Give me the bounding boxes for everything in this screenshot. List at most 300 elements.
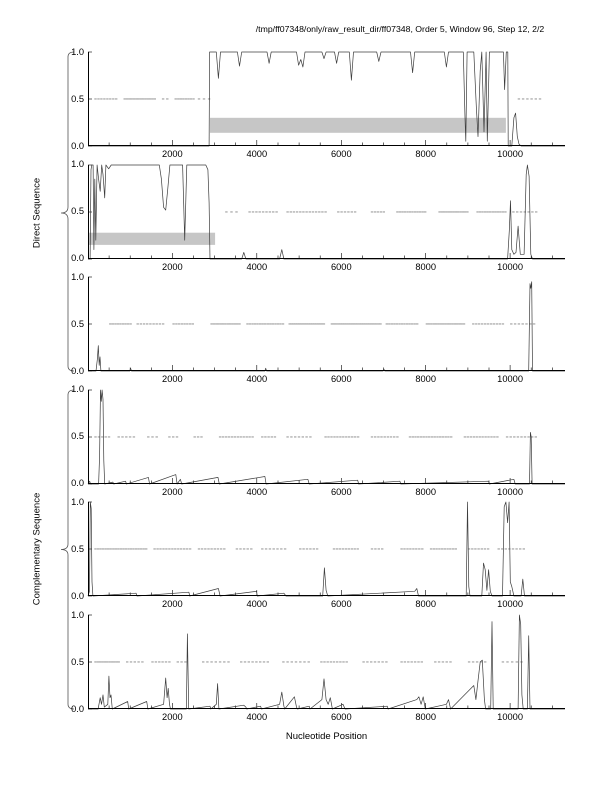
mid-dash xyxy=(171,549,173,550)
mid-dash xyxy=(414,324,416,325)
mid-dash xyxy=(250,549,252,550)
mid-dash xyxy=(158,661,160,662)
mid-dash xyxy=(396,211,398,212)
mid-dash xyxy=(425,436,427,437)
mid-dash xyxy=(484,661,486,662)
mid-dash xyxy=(130,98,132,99)
mid-dash xyxy=(155,661,157,662)
mid-dash xyxy=(225,211,227,212)
mid-dash xyxy=(518,324,520,325)
mid-dash xyxy=(121,436,123,437)
mid-dash xyxy=(412,549,414,550)
mid-dash xyxy=(487,324,489,325)
x-tick-label: 2000 xyxy=(162,599,183,610)
mid-dash xyxy=(346,661,348,662)
mid-dash xyxy=(227,324,229,325)
y-tick-label: 0.0 xyxy=(71,703,84,714)
mid-dash xyxy=(487,211,489,212)
mid-dash xyxy=(324,211,326,212)
mid-dash xyxy=(499,211,501,212)
mid-dash xyxy=(490,436,492,437)
mid-dash xyxy=(132,549,134,550)
mid-dash xyxy=(305,436,307,437)
mid-dash xyxy=(401,211,403,212)
mid-dash xyxy=(177,98,179,99)
mid-dash xyxy=(154,98,156,99)
mid-dash xyxy=(414,436,416,437)
mid-dash xyxy=(481,549,483,550)
mid-dash xyxy=(94,661,96,662)
mid-dash xyxy=(172,436,174,437)
mid-dash xyxy=(340,211,342,212)
mid-dash xyxy=(110,549,112,550)
y-tick-label: 0.5 xyxy=(71,543,84,554)
mid-dash xyxy=(381,661,383,662)
mid-dash xyxy=(316,549,318,550)
panel-plot-2 xyxy=(88,165,569,261)
mid-dash xyxy=(350,324,352,325)
mid-dash xyxy=(371,436,373,437)
x-tick-label: 2000 xyxy=(162,374,183,385)
x-tick-label: 8000 xyxy=(415,599,437,610)
mid-dash xyxy=(510,324,512,325)
mid-dash xyxy=(525,324,527,325)
mid-dash xyxy=(298,436,300,437)
mid-dash xyxy=(165,549,167,550)
mid-dash xyxy=(348,436,350,437)
mid-dash xyxy=(152,324,154,325)
mid-dash xyxy=(137,549,139,550)
mid-dash xyxy=(374,661,376,662)
mid-dash xyxy=(219,661,221,662)
mid-dash xyxy=(422,211,424,212)
mid-dash xyxy=(487,549,489,550)
mid-dash xyxy=(203,98,205,99)
mid-dash xyxy=(112,98,114,99)
mid-dash xyxy=(390,436,392,437)
mid-dash xyxy=(374,211,376,212)
mid-dash xyxy=(197,436,199,437)
mid-dash xyxy=(134,661,136,662)
mid-dash xyxy=(435,549,437,550)
mid-dash xyxy=(274,436,276,437)
mid-dash xyxy=(388,324,390,325)
panel-plot-4 xyxy=(88,390,569,486)
mid-dash xyxy=(498,549,500,550)
mid-dash xyxy=(504,211,506,212)
mid-dash xyxy=(401,324,403,325)
mid-dash xyxy=(478,324,480,325)
x-tick-label: 8000 xyxy=(415,374,437,385)
mid-dash xyxy=(374,549,376,550)
mid-dash xyxy=(156,549,158,550)
mid-dash xyxy=(302,436,304,437)
mid-dash xyxy=(178,324,180,325)
mid-dash xyxy=(337,324,339,325)
mid-dash xyxy=(180,549,182,550)
mid-dash xyxy=(496,324,498,325)
mid-dash xyxy=(239,549,241,550)
mid-dash xyxy=(448,211,450,212)
y-tick-label: 1.0 xyxy=(71,609,84,620)
mid-dash xyxy=(313,549,315,550)
mid-dash xyxy=(259,211,261,212)
mid-dash xyxy=(129,324,131,325)
mid-dash xyxy=(109,98,111,99)
mid-dash xyxy=(168,549,170,550)
mid-dash xyxy=(366,661,368,662)
mid-dash xyxy=(100,98,102,99)
mid-dash xyxy=(94,436,96,437)
mid-dash xyxy=(476,436,478,437)
mid-dash xyxy=(362,661,364,662)
mid-dash xyxy=(472,661,474,662)
mid-dash xyxy=(464,436,466,437)
mid-dash xyxy=(387,436,389,437)
mid-dash xyxy=(119,324,121,325)
panel-plot-5 xyxy=(88,502,569,598)
mid-dash xyxy=(496,436,498,437)
mid-dash xyxy=(449,549,451,550)
mid-dash xyxy=(115,98,117,99)
mid-dash xyxy=(490,324,492,325)
x-tick-label: 10000 xyxy=(497,599,524,610)
complementary-sequence-label: Complementary Sequence xyxy=(31,492,43,606)
mid-dash xyxy=(468,661,470,662)
mid-dash xyxy=(446,661,448,662)
mid-dash xyxy=(105,436,107,437)
y-tick-label: 0.0 xyxy=(71,590,84,601)
mid-dash xyxy=(323,661,325,662)
mid-dash xyxy=(252,211,254,212)
mid-dash xyxy=(201,549,203,550)
mid-dash xyxy=(274,324,276,325)
mid-dash xyxy=(439,436,441,437)
mid-dash xyxy=(411,324,413,325)
mid-dash xyxy=(457,211,459,212)
mid-dash xyxy=(248,661,250,662)
mid-dash xyxy=(182,98,184,99)
mid-dash xyxy=(430,324,432,325)
mid-dash xyxy=(108,661,110,662)
mid-dash xyxy=(140,549,142,550)
mid-dash xyxy=(374,436,376,437)
mid-dash xyxy=(251,436,253,437)
mid-dash xyxy=(493,324,495,325)
mid-dash xyxy=(223,549,225,550)
mid-dash xyxy=(94,549,96,550)
mid-dash xyxy=(137,661,139,662)
mid-dash xyxy=(492,211,494,212)
mid-dash xyxy=(236,549,238,550)
mid-dash xyxy=(481,436,483,437)
mid-dash xyxy=(243,436,245,437)
mid-dash xyxy=(261,549,263,550)
mid-dash xyxy=(512,211,514,212)
mid-dash xyxy=(262,324,264,325)
mid-dash xyxy=(417,436,419,437)
mid-dash xyxy=(279,324,281,325)
mid-dash xyxy=(166,98,168,99)
mid-dash xyxy=(417,661,419,662)
mid-dash xyxy=(174,549,176,550)
mid-dash xyxy=(530,98,532,99)
mid-dash xyxy=(414,661,416,662)
mid-dash xyxy=(476,211,478,212)
mid-dash xyxy=(323,324,325,325)
mid-dash xyxy=(333,436,335,437)
mid-dash xyxy=(428,436,430,437)
y-tick-label: 0.0 xyxy=(71,253,84,264)
mid-dash xyxy=(102,549,104,550)
mid-dash xyxy=(299,661,301,662)
mid-dash xyxy=(441,549,443,550)
mid-dash xyxy=(461,324,463,325)
mid-dash xyxy=(470,436,472,437)
mid-dash xyxy=(220,549,222,550)
mid-dash xyxy=(398,324,400,325)
mid-dash xyxy=(189,549,191,550)
mid-dash xyxy=(516,661,518,662)
mid-dash xyxy=(187,98,189,99)
mid-dash xyxy=(454,324,456,325)
mid-dash xyxy=(151,436,153,437)
mid-dash xyxy=(409,211,411,212)
mid-dash xyxy=(384,436,386,437)
mid-dash xyxy=(458,324,460,325)
mid-dash xyxy=(248,436,250,437)
y-tick-label: 1.0 xyxy=(71,159,84,170)
mid-dash xyxy=(117,324,119,325)
mid-dash xyxy=(455,549,457,550)
mid-dash xyxy=(303,661,305,662)
mid-dash xyxy=(335,324,337,325)
mid-dash xyxy=(502,324,504,325)
mid-dash xyxy=(140,98,142,99)
mid-dash xyxy=(111,661,113,662)
shaded-region xyxy=(88,232,215,244)
mid-dash xyxy=(162,324,164,325)
mid-dash xyxy=(357,436,359,437)
mid-dash xyxy=(122,324,124,325)
mid-dash xyxy=(437,324,439,325)
mid-dash xyxy=(107,549,109,550)
mid-dash xyxy=(210,324,212,325)
mid-dash xyxy=(282,324,284,325)
mid-dash xyxy=(225,436,227,437)
mid-dash xyxy=(145,549,147,550)
mid-dash xyxy=(228,436,230,437)
mid-dash xyxy=(539,98,541,99)
mid-dash xyxy=(263,661,265,662)
x-tick-label: 4000 xyxy=(246,486,268,497)
mid-dash xyxy=(370,661,372,662)
mid-dash xyxy=(286,436,288,437)
mid-dash xyxy=(342,549,344,550)
mid-dash xyxy=(220,324,222,325)
mid-dash xyxy=(99,549,101,550)
mid-dash xyxy=(533,324,535,325)
mid-dash xyxy=(264,324,266,325)
panel-plot-6 xyxy=(88,615,569,711)
mid-dash xyxy=(130,661,132,662)
mid-dash xyxy=(524,211,526,212)
mid-dash xyxy=(484,436,486,437)
mid-dash xyxy=(140,324,142,325)
mid-dash xyxy=(130,549,132,550)
mid-dash xyxy=(151,661,153,662)
mid-dash xyxy=(223,661,225,662)
mid-dash xyxy=(472,324,474,325)
mid-dash xyxy=(149,98,151,99)
mid-dash xyxy=(524,436,526,437)
mid-dash xyxy=(502,211,504,212)
mid-dash xyxy=(269,549,271,550)
mid-dash xyxy=(222,324,224,325)
mid-dash xyxy=(407,661,409,662)
mid-dash xyxy=(309,549,311,550)
mid-dash xyxy=(377,436,379,437)
mid-dash xyxy=(147,98,149,99)
mid-dash xyxy=(213,324,215,325)
mid-dash xyxy=(336,661,338,662)
mid-dash xyxy=(428,324,430,325)
mid-dash xyxy=(450,436,452,437)
mid-dash xyxy=(331,324,333,325)
mid-dash xyxy=(246,324,248,325)
mid-dash xyxy=(186,324,188,325)
mid-dash xyxy=(352,324,354,325)
mid-dash xyxy=(264,436,266,437)
y-tick-label: 0.5 xyxy=(71,431,84,442)
mid-dash xyxy=(255,661,257,662)
mid-dash xyxy=(185,98,187,99)
mid-dash xyxy=(409,436,411,437)
mid-dash xyxy=(516,211,518,212)
mid-dash xyxy=(494,211,496,212)
mid-dash xyxy=(380,211,382,212)
mid-dash xyxy=(378,549,380,550)
mid-dash xyxy=(255,211,257,212)
mid-dash xyxy=(312,211,314,212)
x-tick-label: 10000 xyxy=(497,712,524,722)
mid-dash xyxy=(447,324,449,325)
mid-dash xyxy=(436,436,438,437)
mid-dash xyxy=(159,549,161,550)
mid-dash xyxy=(261,436,263,437)
mid-dash xyxy=(277,324,279,325)
mid-dash xyxy=(137,98,139,99)
mid-dash xyxy=(112,324,114,325)
mid-dash xyxy=(360,324,362,325)
mid-dash xyxy=(346,324,348,325)
mid-dash xyxy=(442,661,444,662)
y-tick-label: 0.5 xyxy=(71,93,84,104)
mid-dash xyxy=(477,549,479,550)
mid-dash xyxy=(269,211,271,212)
mid-dash xyxy=(451,324,453,325)
mid-dash xyxy=(406,549,408,550)
mid-dash xyxy=(117,549,119,550)
mid-dash xyxy=(251,661,253,662)
mid-dash xyxy=(515,549,517,550)
mid-dash xyxy=(467,436,469,437)
mid-dash xyxy=(146,324,148,325)
mid-dash xyxy=(444,549,446,550)
mid-dash xyxy=(337,211,339,212)
mid-dash xyxy=(143,324,145,325)
mid-dash xyxy=(156,436,158,437)
mid-dash xyxy=(135,549,137,550)
x-tick-label: 2000 xyxy=(162,149,183,159)
x-tick-label: 8000 xyxy=(415,261,437,272)
mid-dash xyxy=(113,661,115,662)
mid-dash xyxy=(247,549,249,550)
mid-dash xyxy=(192,324,194,325)
mid-dash xyxy=(104,661,106,662)
mid-dash xyxy=(271,436,273,437)
mid-dash xyxy=(286,211,288,212)
mid-dash xyxy=(336,549,338,550)
mid-dash xyxy=(224,324,226,325)
mid-dash xyxy=(290,211,292,212)
mid-dash xyxy=(103,98,105,99)
mid-dash xyxy=(248,211,250,212)
mid-dash xyxy=(345,549,347,550)
mid-dash xyxy=(222,436,224,437)
mid-dash xyxy=(522,98,524,99)
mid-dash xyxy=(305,211,307,212)
mid-dash xyxy=(190,98,192,99)
mid-dash xyxy=(479,211,481,212)
mid-dash xyxy=(219,436,221,437)
mid-dash xyxy=(396,436,398,437)
mid-dash xyxy=(327,436,329,437)
mid-dash xyxy=(497,211,499,212)
mid-dash xyxy=(434,436,436,437)
mid-dash xyxy=(106,661,108,662)
mid-dash xyxy=(251,324,253,325)
mid-dash xyxy=(409,549,411,550)
mid-dash xyxy=(142,98,144,99)
mid-dash xyxy=(175,98,177,99)
mid-dash xyxy=(299,549,301,550)
mid-dash xyxy=(262,211,264,212)
mid-dash xyxy=(354,436,356,437)
mid-dash xyxy=(177,549,179,550)
mid-dash xyxy=(393,324,395,325)
x-tick-label: 4000 xyxy=(246,599,268,610)
mid-dash xyxy=(327,661,329,662)
mid-dash xyxy=(404,661,406,662)
mid-dash xyxy=(99,661,101,662)
mid-dash xyxy=(284,549,286,550)
x-tick-label: 10000 xyxy=(497,261,524,272)
mid-dash xyxy=(234,324,236,325)
mid-dash xyxy=(377,324,379,325)
mid-dash xyxy=(267,661,269,662)
mid-dash xyxy=(236,324,238,325)
mid-dash xyxy=(308,661,310,662)
mid-dash xyxy=(445,211,447,212)
mid-dash xyxy=(159,324,161,325)
mid-dash xyxy=(519,549,521,550)
x-tick-label: 6000 xyxy=(330,261,352,272)
mid-dash xyxy=(183,549,185,550)
mid-dash xyxy=(186,549,188,550)
mid-dash xyxy=(126,661,128,662)
mid-dash xyxy=(309,211,311,212)
